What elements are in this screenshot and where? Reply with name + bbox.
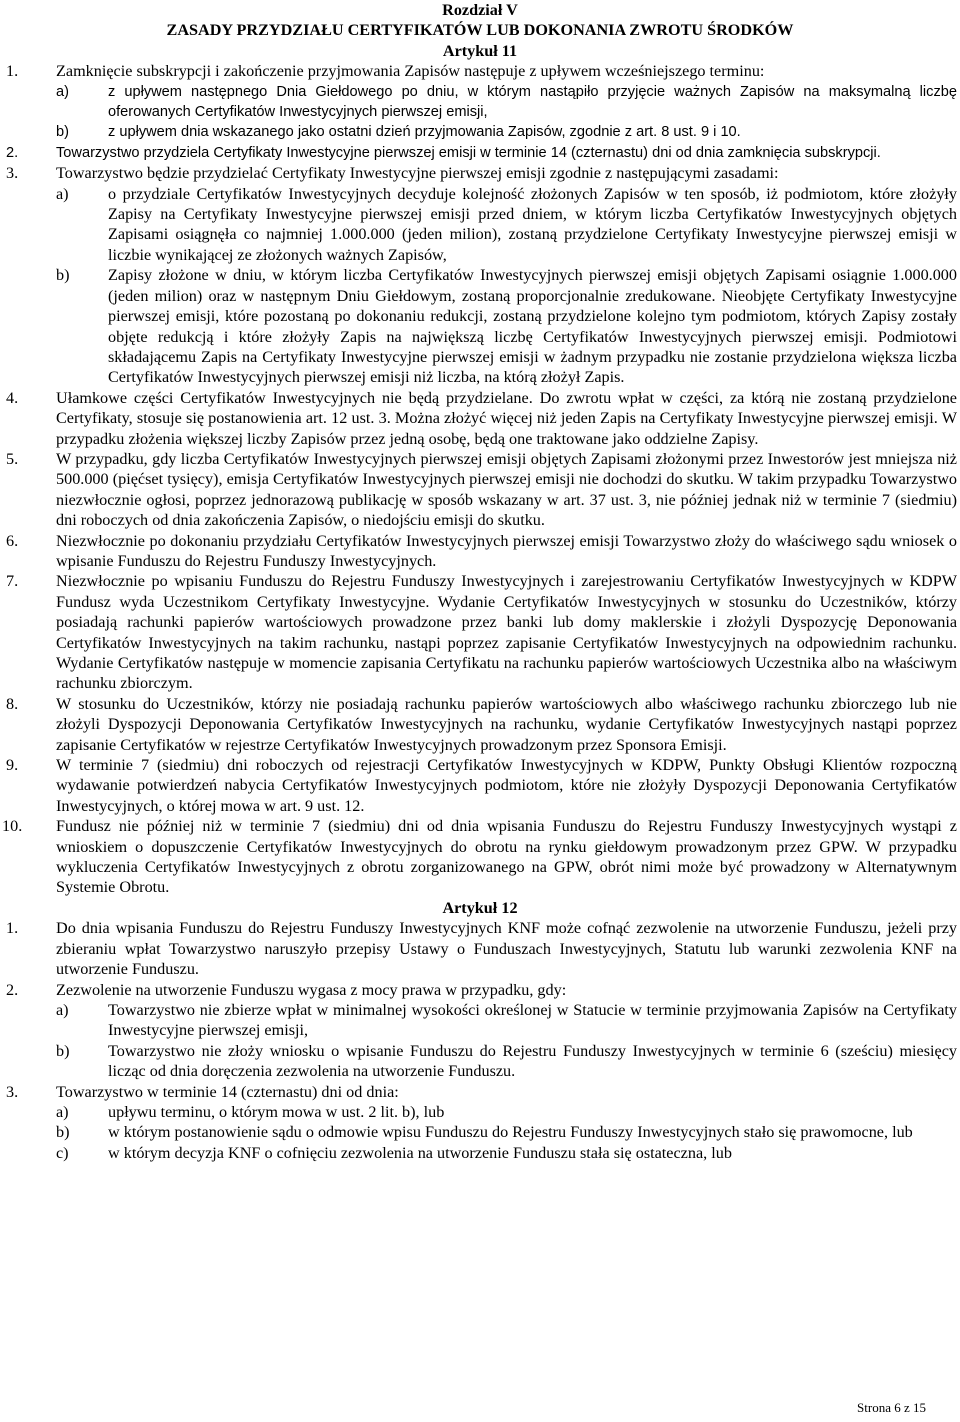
paragraph-text: W stosunku do Uczestników, którzy nie posiadają rachunku papierów wartościowych albo właściwego rachunku zbiorczego lub nie złożyli Dyspozycji Deponowania Certyfikatów Inwestycyjnych na rachunku, wydanie Certyfikatów Inwestycyjnych nastąpi poprzez zapisanie Certyfikatów w rejestrze Certyfikatów Inwestycyjnych prowadzonym przez Sponsora Emisji. [56,694,957,754]
paragraph-text: Niezwłocznie po wpisaniu Funduszu do Rejestru Funduszy Inwestycyjnych i zarejestrowaniu Certyfikatów Inwestycyjnych w KDPW Fundusz wyda Uczestnikom Certyfikaty Inwestycyjne. Wydanie Certyfikatów Inwestycyjnych w stosunku do Uczestników, którzy posiadają rachunki papierów wartościowych prowadzone przez banki lub domy maklerskie i złożyli Dyspozycję Deponowania Certyfikatów Inwestycyjnych na takim rachunku, nastąpi poprzez zapisanie Certyfikatów Inwestycyjnych na odpowiednim rachunku. Wydanie Certyfikatów następuje w momencie zapisania Certyfikatu na rachunku papierów wartościowych Uczestnika albo na właściwym rachunku zbiorczym. [56,572,957,693]
item-text: Zapisy złożone w dniu, w którym liczba Certyfikatów Inwestycyjnych pierwszej emisji objętych Zapisami osiągnie 1.000.000 (jeden milion) oraz w następnym Dniu Giełdowym, zostaną proporcjonalnie zredukowane. Nieobjęte Certyfikaty Inwestycyjne pierwszej emisji, które pozostaną po dokonaniu redukcji, zostaną przydzielone kolejno tym podmiotom, których Zapisy zostały objęte redukcją i które złożyły Zapis na największą liczbę Certyfikatów Inwestycyjnych pierwszej emisji. Podmiotowi składającemu Zapis na Certyfikaty Inwestycyjne pierwszej emisji w żadnym przypadku nie zostanie przydzielona większa liczba Certyfikatów Inwestycyjnych pierwszej emisji niż liczba, na którą złożył Zapis. [108,266,957,387]
art11-p3-item-a [0,184,957,266]
item-text: upływu terminu, o którym mowa w ust. 2 lit. b), lub [108,1102,445,1121]
item-letter: a) [56,1102,69,1121]
art12-paragraph-2 [0,980,957,1000]
paragraph-number: 1. [6,62,19,81]
art11-paragraph-5 [0,449,957,531]
paragraph-text: Towarzystwo będzie przydzielać Certyfikaty Inwestycyjne pierwszej emisji zgodnie z następującymi zasadami: [56,164,779,183]
art12-paragraph-1 [0,918,957,979]
item-text: Towarzystwo nie złoży wniosku o wpisanie Funduszu do Rejestru Funduszy Inwestycyjnych w terminie 6 (sześciu) miesięcy licząc od dnia doręczenia zezwolenia na utworzenie Funduszu. [108,1041,957,1081]
art12-p3-item-b [0,1122,957,1142]
paragraph-number: 4. [6,388,19,407]
item-text: o przydziale Certyfikatów Inwestycyjnych decyduje kolejność złożonych Zapisów w ten sposób, iż podmiotom, które złożyły Zapisy na Certyfikaty Inwestycyjne pierwszej emisji przed dniem, w którym liczba Certyfikatów Inwestycyjnych objętych Zapisami osiągnęła co najmniej 1.000.000 (jeden milion), zostaną przydzielone Certyfikaty Inwestycyjne pierwszej emisji w liczbie wynikającej ze złożonych ważnych Zapisów, [108,184,957,264]
item-letter: b) [56,1041,70,1060]
art11-paragraph-10 [0,816,957,898]
chapter-heading: Rozdział V [442,1,518,19]
paragraph-text: Do dnia wpisania Funduszu do Rejestru Funduszy Inwestycyjnych KNF może cofnąć zezwolenie na utworzenie Funduszu, jeżeli przy zbieraniu wpłat Towarzystwo naruszyło przepisy Ustawy o Funduszach Inwestycyjnych, Statutu lub warunki zezwolenia KNF na utworzenie Funduszu. [56,919,957,979]
item-text: w którym decyzja KNF o cofnięciu zezwolenia na utworzenie Funduszu stała się ostateczna, lub [108,1143,732,1162]
paragraph-text: Towarzystwo przydziela Certyfikaty Inwestycyjne pierwszej emisji w terminie 14 (czternastu) dni od dnia zamknięcia subskrypcji. [56,144,881,161]
paragraph-text: Niezwłocznie po dokonaniu przydziału Certyfikatów Inwestycyjnych pierwszej emisji Towarzystwo złoży do właściwego sądu wniosek o wpisanie Funduszu do Rejestru Funduszy Inwestycyjnych. [56,531,957,570]
page-number: Strona 6 z 15 [857,1400,926,1415]
item-letter: a) [56,83,69,100]
paragraph-number: 2. [6,144,19,161]
paragraph-number: 3. [6,164,19,183]
item-text: w którym postanowienie sądu o odmowie wpisu Funduszu do Rejestru Funduszy Inwestycyjnych stało się prawomocne, lub [108,1123,913,1142]
article-11-heading: Artykuł 11 [442,41,518,60]
paragraph-text: Zamknięcie subskrypcji i zakończenie przyjmowania Zapisów następuje z upływem wcześniejszego terminu: [56,62,765,81]
art12-p3-item-c [0,1143,957,1163]
art12-p2-item-a [0,1000,957,1041]
art11-paragraph-9 [0,755,957,816]
paragraph-number: 10. [2,817,23,836]
art11-paragraph-4 [0,388,957,449]
paragraph-number: 5. [6,449,19,468]
item-letter: a) [56,1000,69,1019]
item-text: z upływem dnia wskazanego jako ostatni dzień przyjmowania Zapisów, zgodnie z art. 8 ust. 9 i 10. [108,124,741,141]
item-text: Towarzystwo nie zbierze wpłat w minimalnej wysokości określonej w Statucie w terminie przyjmowania Zapisów na Certyfikaty Inwestycyjne pierwszej emisji, [108,1000,957,1040]
art12-p2-item-b [0,1041,957,1082]
paragraph-text: Ułamkowe części Certyfikatów Inwestycyjnych nie będą przydzielane. Do zwrotu wpłat w części, za którą nie zostaną przydzielone Certyfikaty, stosuje się postanowienia art. 12 ust. 3. Można złożyć więcej niż jeden Zapis na Certyfikaty Inwestycyjne pierwszej emisji. W przypadku złożenia większej liczby Zapisów przez jedną osobę, będą one traktowane jako oddzielne Zapisy. [56,388,957,448]
art11-p1-item-b [0,122,957,142]
art11-paragraph-7 [0,571,957,693]
paragraph-number: 1. [6,919,19,938]
paragraph-text: Zezwolenie na utworzenie Funduszu wygasa z mocy prawa w przypadku, gdy: [56,980,567,999]
paragraph-text: Fundusz nie później niż w terminie 7 (siedmiu) dni od dnia wpisania Funduszu do Rejestru Funduszy Inwestycyjnych wystąpi z wnioskiem o dopuszczenie Certyfikatów Inwestycyjnych do obrotu na rynku giełdowym prowadzonym przez GPW. W przypadku wykluczenia Certyfikatów Inwestycyjnych z obrotu zorganizowanego na GPW, obrót nimi może być prowadzony w Alternatywnym Systemie Obrotu. [56,817,957,897]
paragraph-number: 6. [6,531,19,550]
article-12-heading: Artykuł 12 [442,898,518,917]
art11-paragraph-1 [0,61,957,81]
paragraph-number: 9. [6,756,19,775]
paragraph-number: 2. [6,980,19,999]
paragraph-number: 3. [6,1082,19,1101]
item-letter: b) [56,1123,70,1142]
paragraph-number: 7. [6,572,19,591]
item-letter: a) [56,184,69,203]
paragraph-number: 8. [6,694,19,713]
paragraph-text: Towarzystwo w terminie 14 (czternastu) dni od dnia: [56,1082,399,1101]
item-letter: b) [56,266,70,285]
chapter-title: ZASADY PRZYDZIAŁU CERTYFIKATÓW LUB DOKONANIA ZWROTU ŚRODKÓW [166,21,794,40]
art11-paragraph-6 [0,531,957,572]
paragraph-text: W przypadku, gdy liczba Certyfikatów Inwestycyjnych pierwszej emisji objętych Zapisami złożonymi przez Inwestorów jest mniejsza niż 500.000 (pięćset tysięcy), emisja Certyfikatów Inwestycyjnych pierwszej emisji nie dochodzi do skutku. W takim przypadku Towarzystwo niezwłocznie ogłosi, poprzez jednorazową publikację w sposób wskazany w art. 37 ust. 3, nie później jednak niż w terminie 7 (siedmiu) dni roboczych od dnia zakończenia Zapisów, o niedojściu emisji do skutku. [56,449,957,530]
art12-p3-item-a [0,1102,957,1122]
art12-paragraph-3 [0,1082,957,1102]
item-text: z upływem następnego Dnia Giełdowego po dniu, w którym nastąpiło przyjęcie ważnych Zapisów na maksymalną liczbę oferowanych Certyfikatów Inwestycyjnych pierwszej emisji, [108,83,957,121]
art11-p1-item-a [0,82,957,123]
item-letter: b) [56,124,69,141]
art11-paragraph-3 [0,163,957,183]
art11-paragraph-2 [0,143,957,163]
paragraph-text: W terminie 7 (siedmiu) dni roboczych od rejestracji Certyfikatów Inwestycyjnych w KDPW, Punkty Obsługi Klientów rozpoczną wydawanie potwierdzeń nabycia Certyfikatów Inwestycyjnych podmiotom, które nie złożyły Dyspozycji Deponowania Certyfikatów Inwestycyjnych, o której mowa w art. 9 ust. 12. [56,756,957,815]
art11-p3-item-b [0,265,957,387]
art11-paragraph-8 [0,694,957,755]
item-letter: c) [56,1143,69,1162]
